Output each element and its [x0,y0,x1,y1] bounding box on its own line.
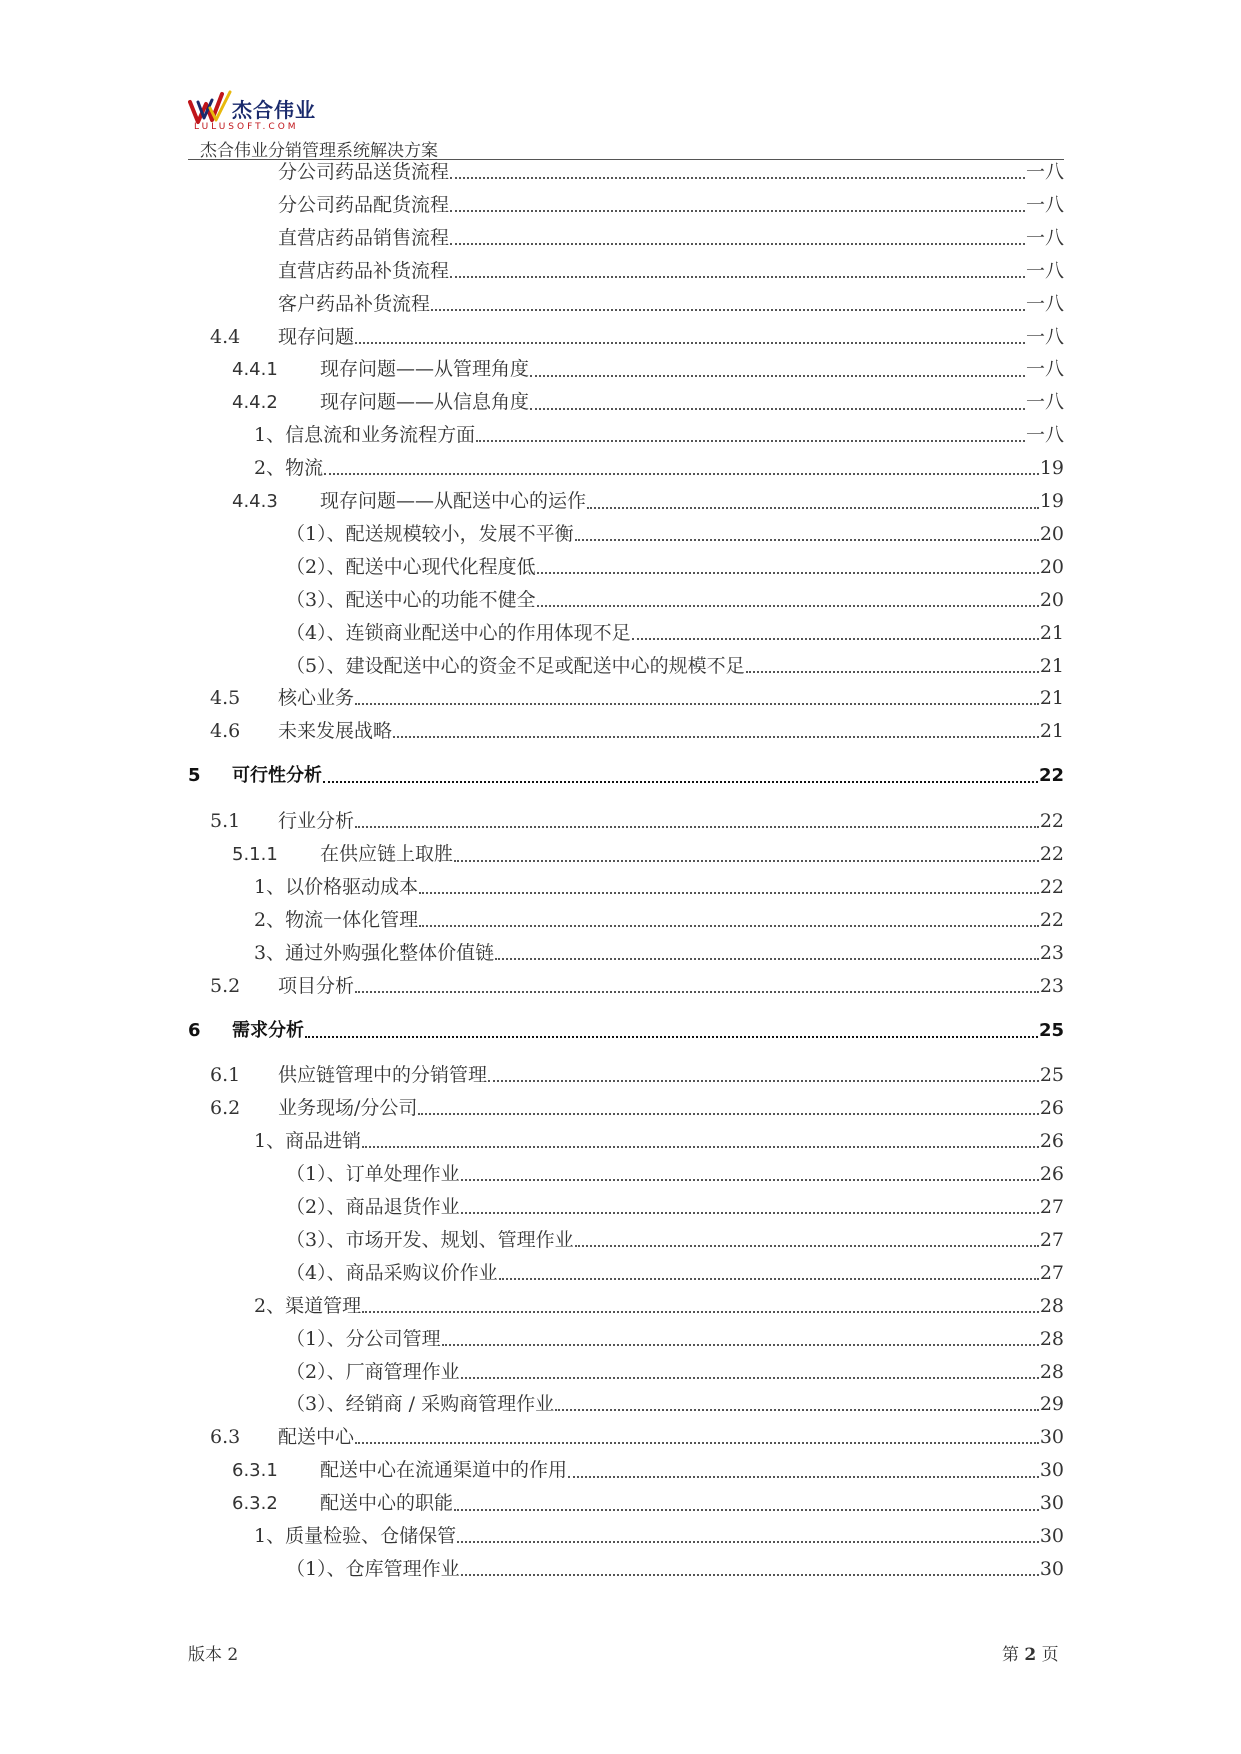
toc-entry[interactable] [254,423,1064,447]
toc-entry-label: 行业分析 [278,810,355,833]
toc-leader-dots [454,860,1039,862]
toc-entry-label: 需求分析 [232,1019,304,1041]
toc-entry-page: 27 [1039,1228,1064,1251]
toc-leader-dots [393,736,1039,738]
toc-entry-page: 28 [1039,1327,1064,1350]
toc-entry-page: 26 [1039,1130,1064,1153]
toc-entry-page: 21 [1039,720,1064,743]
toc-entry-page: 一八 [1025,161,1064,183]
toc-leader-dots [461,1574,1039,1576]
toc-entry-page: 25 [1038,1019,1064,1041]
toc-entry[interactable] [254,1524,1064,1548]
footer-page-number [1002,1640,1059,1665]
toc-entry-number: 5.1 [210,810,241,833]
logo-subtext: LULUSOFT.COM [194,122,299,132]
toc-leader-dots [457,1541,1039,1543]
toc-leader-dots [461,1377,1039,1379]
toc-entry-label: 现存问题——从信息角度 [320,391,530,414]
toc-entry[interactable] [278,292,1064,316]
toc-entry[interactable] [286,522,1064,546]
toc-entry-page: 21 [1039,687,1064,710]
page-number: 2 [1024,1645,1037,1665]
toc-entry-number: 6.2 [210,1097,241,1120]
toc-entry-page: 一八 [1025,292,1064,315]
toc-leader-dots [575,539,1039,541]
toc-entry-number: 4.4.1 [232,359,278,381]
toc-entry-label: 1、信息流和业务流程方面 [254,424,476,447]
toc-entry-number: 6.1 [210,1064,241,1087]
toc-entry-page: 一八 [1025,226,1064,249]
toc-entry-label: 供应链管理中的分销管理 [278,1064,488,1087]
toc-entry[interactable] [188,1019,1064,1043]
toc-entry-page: 19 [1039,457,1064,480]
toc-entry-page: 一八 [1025,391,1064,414]
toc-entry-page: 23 [1039,974,1064,997]
toc-entry-page: 26 [1039,1097,1064,1120]
toc-entry-label: 未来发展战略 [278,720,393,743]
toc-entry[interactable] [278,160,1064,184]
toc-entry[interactable] [188,764,1064,788]
toc-entry-page: 30 [1039,1492,1064,1515]
page-header [188,88,1064,161]
toc-entry-label: 现存问题 [278,325,355,348]
toc-entry-label: 直营店药品销售流程 [278,226,450,249]
toc-entry-label: 1、质量检验、仓储保管 [254,1525,457,1547]
toc-entry[interactable] [210,974,1064,998]
toc-entry[interactable] [286,1392,1064,1416]
toc-leader-dots [355,703,1039,705]
toc-leader-dots [362,1311,1039,1313]
toc-entry-number: 6.3.1 [232,1460,278,1482]
toc-entry[interactable] [286,588,1064,612]
toc-entry[interactable] [278,193,1064,217]
toc-entry-page: 22 [1039,875,1064,898]
toc-entry[interactable] [210,1425,1064,1449]
toc-leader-dots [575,1245,1039,1247]
toc-leader-dots [488,1080,1039,1082]
toc-entry[interactable] [286,1557,1064,1581]
toc-entry-number: 4.5 [210,687,241,710]
toc-entry[interactable] [232,489,1064,514]
toc-entry-page: 20 [1039,522,1064,545]
toc-entry-label: （1）、仓库管理作业 [286,1557,460,1580]
toc-leader-dots [305,1036,1038,1038]
toc-entry[interactable] [286,1261,1064,1285]
toc-entry[interactable] [286,1327,1064,1351]
toc-entry[interactable] [232,357,1064,382]
company-logo [188,88,448,132]
toc-entry-label: 2、物流 [254,457,324,480]
toc-entry[interactable] [232,1491,1064,1516]
toc-leader-dots [461,1212,1039,1214]
toc-entry-label: 项目分析 [278,974,355,997]
toc-entry-label: （3）、市场开发、规划、管理作业 [286,1228,574,1251]
page-prefix: 第 [1002,1645,1019,1665]
toc-leader-dots [537,572,1039,574]
toc-entry[interactable] [232,390,1064,415]
toc-entry[interactable] [210,325,1064,349]
toc-leader-dots [355,991,1039,993]
toc-entry-label: （3）、配送中心的功能不健全 [286,588,536,611]
toc-entry-page: 20 [1039,588,1064,611]
toc-entry-page: 22 [1039,908,1064,931]
toc-entry[interactable] [254,1294,1064,1318]
toc-leader-dots [323,781,1038,783]
toc-entry-page: 28 [1039,1294,1064,1317]
toc-entry-page: 一八 [1025,424,1064,447]
toc-entry-page: 27 [1039,1261,1064,1284]
toc-entry[interactable] [254,941,1064,965]
toc-leader-dots [499,1278,1039,1280]
toc-entry[interactable] [278,259,1064,283]
toc-entry-number: 5 [188,765,201,787]
toc-leader-dots [355,1442,1039,1444]
toc-entry[interactable] [254,456,1064,480]
toc-leader-dots [355,342,1025,344]
logo-text: 杰合伟业 [232,98,316,122]
toc-entry-page: 29 [1039,1393,1064,1416]
toc-entry[interactable] [210,686,1064,710]
toc-entry[interactable] [286,555,1064,579]
toc-entry-label: 2、渠道管理 [254,1294,362,1317]
toc-leader-dots [418,1113,1038,1115]
toc-entry-number: 5.1.1 [232,844,278,865]
toc-entry[interactable] [286,621,1064,645]
toc-entry-label: 现存问题——从配送中心的运作 [320,490,587,512]
toc-entry-label: （4）、商品采购议价作业 [286,1261,498,1284]
toc-leader-dots [476,440,1025,442]
toc-entry-label: 直营店药品补货流程 [278,259,450,282]
toc-entry-label: 可行性分析 [232,765,322,787]
toc-leader-dots [530,375,1025,377]
toc-entry[interactable] [286,1195,1064,1219]
toc-entry[interactable] [254,875,1064,899]
toc-entry-label: 分公司药品送货流程 [278,161,450,183]
toc-entry-page: 一八 [1025,358,1064,381]
toc-leader-dots [450,276,1025,278]
toc-entry-label: （2）、商品退货作业 [286,1196,460,1218]
document-title: 杰合伟业分销管理系统解决方案 [200,141,438,161]
toc-entry-label: 在供应链上取胜 [320,843,454,865]
toc-leader-dots [530,408,1025,410]
toc-entry-page: 28 [1039,1360,1064,1383]
toc-entry-number: 4.4.2 [232,392,278,414]
toc-leader-dots [450,177,1025,179]
toc-entry-number: 4.4 [210,325,241,348]
toc-entry[interactable] [232,1458,1064,1483]
toc-entry[interactable] [286,1228,1064,1252]
toc-leader-dots [450,210,1025,212]
toc-entry-page: 一八 [1025,193,1064,216]
toc-leader-dots [568,1476,1039,1478]
toc-entry-label: （5）、建设配送中心的资金不足或配送中心的规模不足 [286,654,745,677]
toc-entry-page: 一八 [1025,259,1064,282]
toc-entry-label: （1）、分公司管理 [286,1327,441,1350]
toc-entry[interactable] [278,226,1064,250]
toc-leader-dots [454,1509,1039,1511]
toc-entry-label: 配送中心的职能 [320,1492,454,1515]
toc-entry-number: 4.4.3 [232,491,278,512]
toc-leader-dots [419,892,1039,894]
toc-entry-page: 27 [1039,1196,1064,1218]
toc-entry[interactable] [286,1360,1064,1384]
toc-leader-dots [461,1179,1039,1181]
toc-entry-page: 19 [1039,490,1064,512]
toc-leader-dots [537,605,1039,607]
toc-entry-page: 22 [1039,843,1064,865]
toc-entry[interactable] [254,1129,1064,1153]
toc-entry-number: 6.3.2 [232,1493,278,1515]
toc-entry-page: 21 [1039,621,1064,644]
toc-entry-number: 4.6 [210,720,241,743]
toc-entry-number: 5.2 [210,974,241,997]
toc-entry-label: （2）、厂商管理作业 [286,1360,460,1383]
toc-leader-dots [746,671,1039,673]
toc-leader-dots [495,958,1039,960]
toc-leader-dots [587,507,1039,509]
toc-entry-label: （2）、配送中心现代化程度低 [286,555,536,578]
toc-entry-page: 25 [1039,1064,1064,1087]
toc-entry-page: 22 [1038,765,1064,787]
toc-entry[interactable] [210,1063,1064,1087]
toc-leader-dots [355,826,1039,828]
toc-entry[interactable] [210,809,1064,833]
toc-entry-number: 6 [188,1019,201,1041]
toc-entry[interactable] [210,719,1064,743]
toc-entry[interactable] [232,842,1064,867]
toc-entry-label: （1）、订单处理作业 [286,1163,460,1186]
toc-entry-label: （3）、经销商 / 采购商管理作业 [286,1393,555,1416]
toc-entry-page: 21 [1039,654,1064,677]
toc-entry-label: 业务现场/分公司 [278,1097,418,1120]
toc-entry-label: （1）、配送规模较小，发展不平衡 [286,522,574,545]
toc-entry[interactable] [254,908,1064,932]
toc-entry-page: 30 [1039,1426,1064,1449]
toc-entry-label: 1、以价格驱动成本 [254,875,419,898]
toc-entry-page: 20 [1039,555,1064,578]
toc-entry-label: 配送中心在流通渠道中的作用 [320,1459,568,1482]
toc-entry[interactable] [286,1162,1064,1186]
toc-leader-dots [362,1146,1039,1148]
toc-entry-page: 30 [1039,1557,1064,1580]
toc-leader-dots [431,309,1025,311]
toc-entry-page: 26 [1039,1163,1064,1186]
footer-version: 版本 2 [188,1645,239,1665]
toc-entry-number: 6.3 [210,1426,241,1449]
toc-entry-label: 3、通过外购强化整体价值链 [254,941,495,964]
toc-entry-page: 30 [1039,1525,1064,1547]
toc-entry-page: 一八 [1025,325,1064,348]
toc-entry-page: 22 [1039,810,1064,833]
toc-entry-page: 23 [1039,941,1064,964]
toc-leader-dots [419,925,1039,927]
toc-entry-label: 配送中心 [278,1426,355,1449]
toc-entry-label: 客户药品补货流程 [278,292,431,315]
page-suffix: 页 [1041,1645,1059,1665]
toc-entry-label: 分公司药品配货流程 [278,193,450,216]
toc-leader-dots [632,638,1039,640]
toc-entry-label: 现存问题——从管理角度 [320,358,530,381]
toc-entry-label: （4）、连锁商业配送中心的作用体现不足 [286,621,631,644]
toc-entry-label: 1、商品进销 [254,1130,362,1153]
toc-entry-page: 30 [1039,1459,1064,1482]
toc-entry-label: 核心业务 [278,687,355,710]
toc-entry[interactable] [286,654,1064,678]
toc-leader-dots [555,1409,1039,1411]
toc-entry-label: 2、物流一体化管理 [254,908,419,931]
toc-leader-dots [442,1344,1039,1346]
toc-leader-dots [324,473,1039,475]
toc-leader-dots [450,243,1025,245]
toc-entry[interactable] [210,1096,1064,1120]
